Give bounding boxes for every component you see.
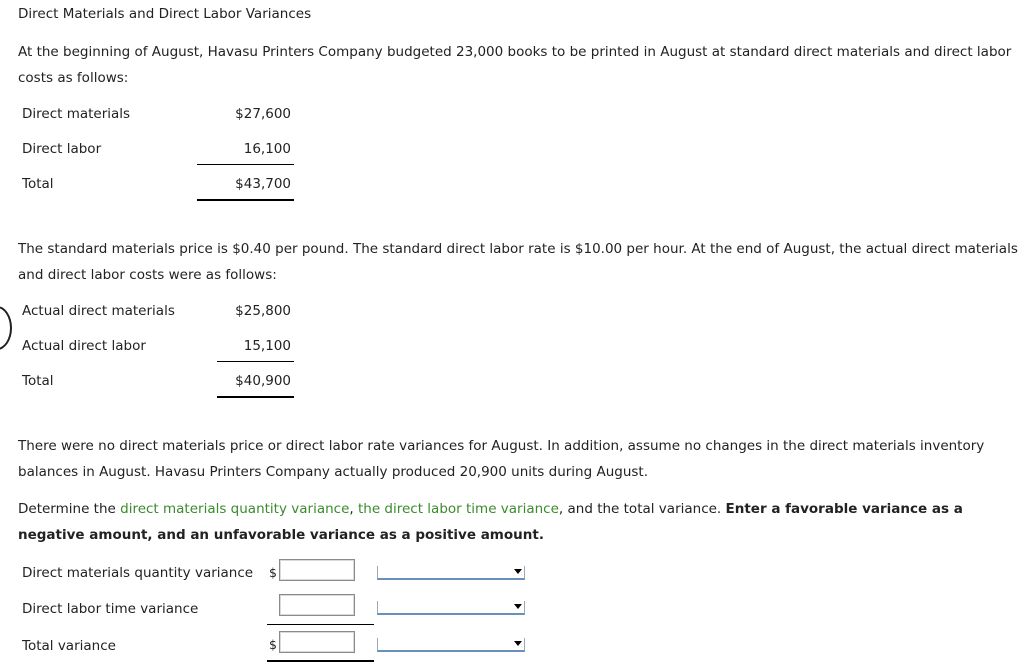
instruction-paragraph [18,496,1018,548]
subtotal-rule [217,361,294,362]
actual-label-total: Total [22,373,54,389]
chevron-down-icon [514,604,522,609]
instruction-prefix: Determine the [18,501,121,517]
instruction-mid: , and the total variance. [558,501,726,517]
budget-value-labor: 16,100 [243,141,291,157]
intro-paragraph: At the beginning of August, Havasu Printers Company budgeted 23,000 books to be printed in August at standard direct materials and direct labor costs as follows: [18,44,1012,86]
budget-label-total: Total [22,176,54,192]
selection-circle-mark [0,306,12,350]
standards-paragraph: The standard materials price is $0.40 per pound. The standard direct labor rate is $10.00 per hour. At the end of August, the actual direct materials and direct labor costs were as follows: [18,241,1018,283]
currency-symbol: $ [269,565,277,580]
labor-time-variance-select[interactable] [377,601,525,615]
answer-label-total-variance: Total variance [22,638,116,654]
instruction-bold: Enter a favorable variance as a negative amount, and an unfavorable variance as a positive amount. [18,501,963,543]
subtotal-rule [267,624,374,625]
link-labor-time-variance[interactable]: the direct labor time variance [357,501,559,517]
answer-label-materials-quantity: Direct materials quantity variance [22,565,254,581]
page-title: Direct Materials and Direct Labor Variances [18,6,312,22]
budget-label-materials: Direct materials [22,106,131,122]
instruction-sep: , [349,501,358,517]
link-materials-quantity-variance[interactable]: direct materials quantity variance [120,501,350,517]
total-variance-input[interactable] [279,631,355,653]
actual-value-total: $40,900 [235,373,291,389]
labor-time-variance-input[interactable] [279,594,355,616]
budget-value-materials: $27,600 [235,106,291,122]
chevron-down-icon [514,641,522,646]
notes-paragraph: There were no direct materials price or direct labor rate variances for August. In addition, assume no changes in the direct materials inventory balances in August. Havasu Printers Company actually produced 20,900 units during August. [18,438,985,480]
total-double-rule [267,660,374,662]
budget-value-total: $43,700 [235,176,291,192]
materials-quantity-variance-select[interactable] [377,566,525,580]
subtotal-rule [197,164,294,165]
actual-value-materials: $25,800 [235,303,291,319]
currency-symbol: $ [269,637,277,652]
total-variance-select[interactable] [377,638,525,652]
total-double-rule [217,396,294,398]
total-double-rule [197,199,294,201]
materials-quantity-variance-input[interactable] [279,559,355,581]
budget-label-labor: Direct labor [22,141,102,157]
actual-value-labor: 15,100 [243,338,291,354]
actual-label-materials: Actual direct materials [22,303,175,319]
answer-label-labor-time: Direct labor time variance [22,601,199,617]
actual-label-labor: Actual direct labor [22,338,146,354]
chevron-down-icon [514,569,522,574]
